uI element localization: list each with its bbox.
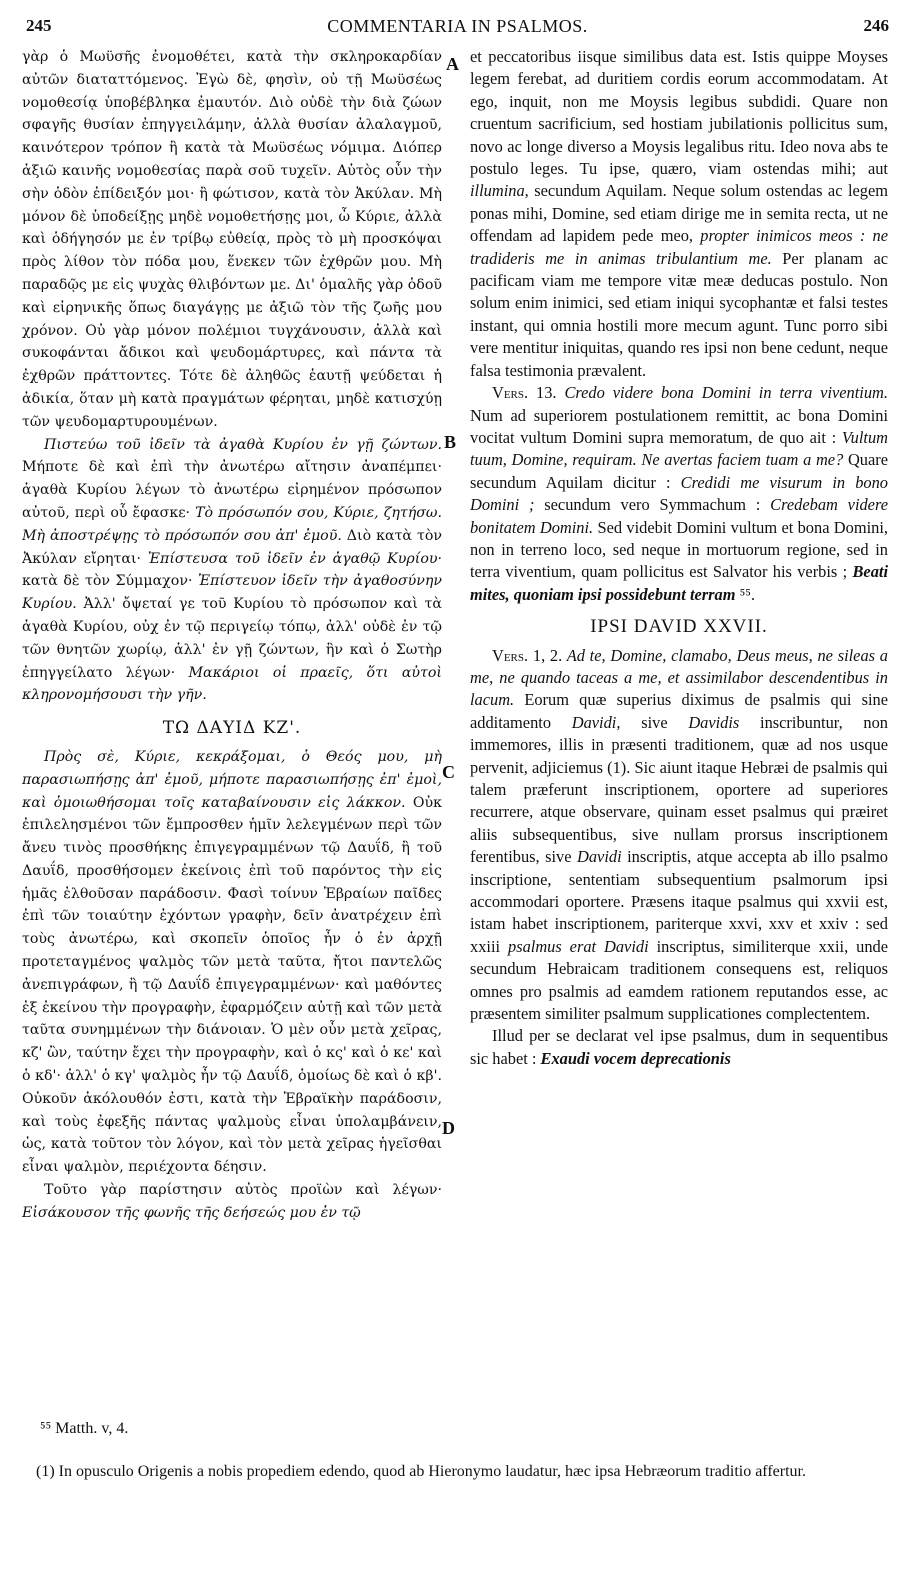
latin-name: Davidis (667, 712, 740, 732)
verse-number: Vers. 1, 2. (492, 645, 563, 665)
greek-verse: Ἐπίστευσα τοῦ ἰδεῖν ἐν ἀγαθῷ Κυρίου· (141, 550, 442, 567)
greek-text: Οὐκ ἐπιλελησμένοι τῶν ἔμπροσθεν ἡμῖν λελεγμένων περὶ τῶν ἄνευ τινὸς προσθήκης ἐπιγεγραμμένων τῷ Δαυΐδ, ἢ τοῦ Δαυΐδ, προσθήσομεν ἐκείνοις ἐπὶ τοῦ παρόντος τὴν εἰς ἡμᾶς ἐλθοῦσαν παράδοσιν. Φασὶ τοίνυν Ἑβραίων παῖδες ἐπὶ τῶν τοιαύτην ἐχόντων γραφὴν, δεῖν ἀνατρέχειν ἐπὶ τοὺς ἀνωτέρω, καὶ σκοπεῖν ὁποῖος ἦν ὁ ἐν ἀρχῇ προτεταγμένος ψαλμὸς τῶν μετὰ ταῦτα, ἤτοι παντελῶς ἀνεπιγράφων, ἢ τῷ Δαυΐδ ἐπιγεγραμμένων· καὶ μαθόντες ἐξ ἐκείνου τὴν προγραφὴν, ἐφαρμόζειν αὐτῇ καὶ τῶν μετὰ ταῦτα συνημμένων τὴν διάνοιαν. Ὁ μὲν οὖν μετὰ χεῖρας, κζ' ὢν, ταύτην ἔχει τὴν προγραφὴν, καὶ ὁ κς' καὶ ὁ κε' καὶ ὁ κδ'· ἀλλ' ὁ κγ' ψαλμὸς ἦν τῷ Δαυΐδ, ὁμοίως δὲ καὶ ὁ κβ'. Οὐκοῦν ἀκόλουθόν ἐστι, κατὰ τὴν Ἑβραϊκὴν παράδοσιν, καὶ τοὺς ἐφεξῆς πάντας ψαλμοὺς εἶναι ὑπολαμβάνειν, ὡς, κατὰ τοῦτον τὸν λόγον, καὶ τὸν μετὰ χεῖρας ἡγεῖσθαι εἶναι ψαλμὸν, περιέχοντα δέησιν. (22, 794, 442, 1176)
latin-paragraph (470, 382, 888, 606)
latin-paragraph (470, 645, 888, 1026)
latin-text: inscriptis, atque accepta ab illo psalmo inscriptione, sententiam subsequentium psalmorum ipsi accommodari oportere. Præsens itaque psalmus qui xxvii est, istam habet inscriptionem, pariterque xxvi, xxv et xxiv : sed xxiii (470, 847, 888, 956)
latin-verse: Credidi me visurum in bono Domini ; (470, 472, 888, 515)
greek-verse: Μακάριοι οἱ πραεῖς, ὅτι αὐτοὶ κληρονομήσουσι τὴν γῆν. (22, 664, 442, 704)
greek-verse: Ἐπίστευον ἰδεῖν τὴν ἀγαθοσύνην Κυρίου. (22, 573, 442, 613)
greek-text: Διὸ κατὰ τὸν Ἀκύλαν εἴρηται· (22, 527, 442, 567)
latin-verse: Vultum tuum, Domine, requiram. Ne avertas faciem tuam a me? (470, 427, 888, 470)
latin-verse: propter inimicos meos : ne tradideris me in animas tribulantium me. (470, 226, 888, 268)
greek-verse: Πρὸς σὲ, Κύριε, κεκράξομαι, ὁ Θεός μου, μὴ παρασιωπήσῃς ἀπ' ἐμοῦ, μήποτε παρασιωπήσῃς ἐπ' ἐμοὶ, καὶ ὁμοιωθήσομαι τοῖς καταβαίνουσιν εἰς λάκκον. (22, 748, 442, 811)
latin-name: Davidi (571, 847, 622, 867)
latin-name: psalmus erat Davidi (500, 936, 649, 956)
greek-paragraph (22, 746, 442, 1179)
latin-text: inscribuntur, non immemores, illis in præsenti traditionem, quæ ad nos usque pervenit, adjiciemus (1). Sic aiunt itaque Hebræi de psalmis qui talem præferunt inscriptionem, oportere ad superiores recurrere, atque observare, quinam esset psalmus qui præiret aliis subsequentibus, sive nullam prorsus inscriptionem ferentibus, sive (470, 712, 888, 867)
margin-letter-a: A (446, 54, 459, 74)
latin-text: inscriptus, similiterque xxii, unde secundum Hebraicam traditionem consequens est, reliquos omnes pro psalmis ad eamdem rationem reputandos esse, ac præsentem similiter psalmum supplicationes complectentem. (470, 936, 888, 1024)
latin-text: Eorum quæ superius diximus de psalmis qui sine additamento (470, 690, 888, 732)
latin-name: Davidi, (551, 712, 621, 732)
greek-column (22, 46, 442, 1376)
latin-verse: illumina, (470, 181, 529, 201)
greek-verse: Πιστεύω τοῦ ἰδεῖν τὰ ἀγαθὰ Κυρίου ἐν γῇ ζώντων. (44, 436, 442, 453)
greek-verse: Τὸ πρόσωπόν σου, Κύριε, ζητήσω. Μὴ ἀποστρέψῃς τὸ πρόσωπόν σου ἀπ' ἐμοῦ. (22, 504, 442, 544)
latin-text: secundum Aquilam. Neque solum ostendas ac legem ponas mihi, Domine, sed etiam dirige me in semita recta, ut ne offendam ad lapidem pede meo, (470, 181, 888, 246)
verse-number: Vers. 13. (492, 383, 557, 403)
greek-psalm-heading: ΤΩ ΔΑΥΙΔ ΚΖ'. (162, 718, 302, 739)
greek-text: γὰρ ὁ Μωϋσῆς ἐνομοθέτει, κατὰ τὴν σκληροκαρδίαν αὐτῶν διαταττόμενος. Ἐγὼ δὲ, φησὶν, οὐ τῇ Μωϋσέως νομοθεσίᾳ ὑποβέβληκα ἐμαυτόν. Διὸ οὐδὲ τὴν διὰ ζώων σφαγῆς θυσίαν ἐπηγγειλάμην, ἀλλὰ θυσίαν ἀλαλαγμοῦ, καινότερον τρόπον ἢ κατὰ τὰ Μωϋσέως νόμιμα. Διόπερ ἀξιῶ καινῆς νομοθεσίας παρὰ σοῦ τυχεῖν. Αὐτὸς οὖν τὴν σὴν ὁδὸν ἐπίδειξόν μοι· ἢ φώτισον, κατὰ τὸν Ἀκύλαν. Μὴ μόνον δὲ ὑποδείξῃς μηδὲ νομοθετήσῃς μοι, ὦ Κύριε, ἀλλὰ καὶ ὁδήγησόν με ἐν τρίβῳ εὐθείᾳ, πρὸς τὸ μὴ προσκόψαι πρὸς λίθον τὸν πόδα μου, ἕνεκεν τῶν ἐχθρῶν μου. Μὴ παραδῷς με εἰς ψυχὰς θλιβόντων με. Δι' ὁμαλῆς γὰρ ὁδοῦ καὶ εἰρηνικῆς ὅπως διαγάγῃς με ἀξιῶ τὸν τῆς ζωῆς μου χρόνον. Οὐ γὰρ μόνον πολέμιοι τυγχάνουσιν, ἀλλὰ καὶ συκοφάνται ἄδικοι καὶ ψευδομάρτυρες, καὶ πάντα τὰ ἐχθρῶν πράττοντες. Τότε δὲ ἀληθῶς ἑαυτῇ ψεύδεται ἡ ἀδικία, ὅταν μὴ κατὰ πραγμάτων φέρηται, μηδὲ κατισχύῃ τῶν ψευδομαρτυρουμένων. (22, 49, 442, 430)
latin-text: Quare secundum Aquilam dicitur : (470, 450, 888, 492)
greek-text: Τοῦτο γὰρ παρίστησιν αὐτὸς προϊὼν καὶ λέγων· (44, 1182, 442, 1199)
latin-text: et peccatoribus iisque similibus data est. Istis quippe Moyses legem ferebat, ad duritiem cordis eorum accommodatam. At ego, inquit, non me Moysis legibus subdidi. Quare non cruentum sacrificium, sed hostiam jubilationis pollicitus sum, novo ac longe diverso a Moysis legalibus ritu. Ideo nova abs te postulo leges. Tu ipse, quæro, viam ostendas mihi; aut (470, 47, 888, 179)
latin-column (470, 46, 888, 1376)
running-title: COMMENTARIA IN PSALMOS. (327, 16, 588, 36)
margin-letter-c: C (442, 762, 455, 782)
latin-text: Per planam ac pacificam viam me tempore vitæ meæ deducas postulo. Non solum enim inimici, sed etiam iniqui sycophantæ et falsi testes instant, qui omnia hostili more mecum agunt. Tunc porro sibi vere mentitur iniquitas, quando res ipsi non bene cedunt, neque falsa testimonia prævalent. (470, 248, 888, 380)
latin-verse: Exaudi vocem deprecationis (536, 1048, 731, 1068)
latin-psalm-heading: IPSI DAVID XXVII. (590, 616, 768, 638)
latin-paragraph (470, 1025, 888, 1070)
latin-verse: Ad te, Domine, clamabo, Deus meus, ne sileas a me, ne quando taceas a me, et assimilabor descendentibus in lacum. (470, 645, 888, 710)
latin-text: Num ad superiorem postulationem remittit, ac bona Domini vocitat vultum Domini supra memoratum, de quo ait : (470, 405, 888, 447)
greek-text: Μήποτε δὲ καὶ ἐπὶ τὴν ἀνωτέρω αἴτησιν ἀναπέμπει· ἀγαθὰ Κυρίου λέγων τὸ ἀνωτέρω εἰρημένον πρόσωπον αὐτοῦ, περὶ οὗ ἔφασκε· (22, 459, 442, 521)
greek-footnote: ⁵⁵ Matth. v, 4. (40, 1420, 129, 1437)
footnote-ref: ⁵⁵. (735, 584, 756, 604)
greek-text: Ἀλλ' ὄψεταί γε τοῦ Κυρίου τὸ πρόσωπον καὶ τὰ ἀγαθὰ Κυρίου, οὐχ ἐν τῷ περιγείῳ τόπῳ, ἀλλ' οὐδὲ ἐν τῷ τῶν θνητῶν χωρίῳ, ἀλλ' ἐν γῇ ζώντων, ἣν καὶ ὁ Σωτὴρ ἐπηγγείλατο λέγων· (22, 596, 442, 681)
latin-text: sive (620, 712, 668, 732)
page-number-right: 246 (863, 16, 889, 35)
latin-text: Illud per se declarat vel ipse psalmus, dum in sequentibus sic habet : (470, 1026, 888, 1068)
page-header (26, 14, 889, 40)
latin-text: Sed videbit Domini vultum et bona Domini, non in terreno loco, sed neque in mortuorum regione, sed in terra viventium, quam pollicitus est Salvator his verbis ; (470, 517, 888, 582)
greek-text: κατὰ δὲ τὸν Σύμμαχον· (22, 573, 193, 590)
margin-letter-d: D (442, 1118, 455, 1138)
latin-verse: Credebam videre bonitatem Domini. (470, 495, 888, 537)
latin-footnote: (1) In opusculo Origenis a nobis propediem edendo, quod ab Hieronymo laudatur, hæc ipsa Hebræorum traditio affertur. (36, 1463, 806, 1480)
page-number-left: 245 (26, 16, 52, 35)
greek-paragraph (22, 46, 442, 434)
latin-paragraph (470, 46, 888, 382)
latin-verse: Credo videre bona Domini in terra viventium. (556, 383, 888, 403)
margin-letter-b: B (444, 432, 457, 452)
latin-text: secundum vero Symmachum : (534, 495, 761, 515)
greek-paragraph (22, 434, 442, 708)
greek-paragraph (22, 1179, 442, 1225)
latin-verse: Beati mites, quoniam ipsi possidebunt terram (470, 562, 888, 604)
greek-verse: Εἰσάκουσον τῆς φωνῆς τῆς δεήσεώς μου ἐν τῷ (22, 1204, 361, 1221)
